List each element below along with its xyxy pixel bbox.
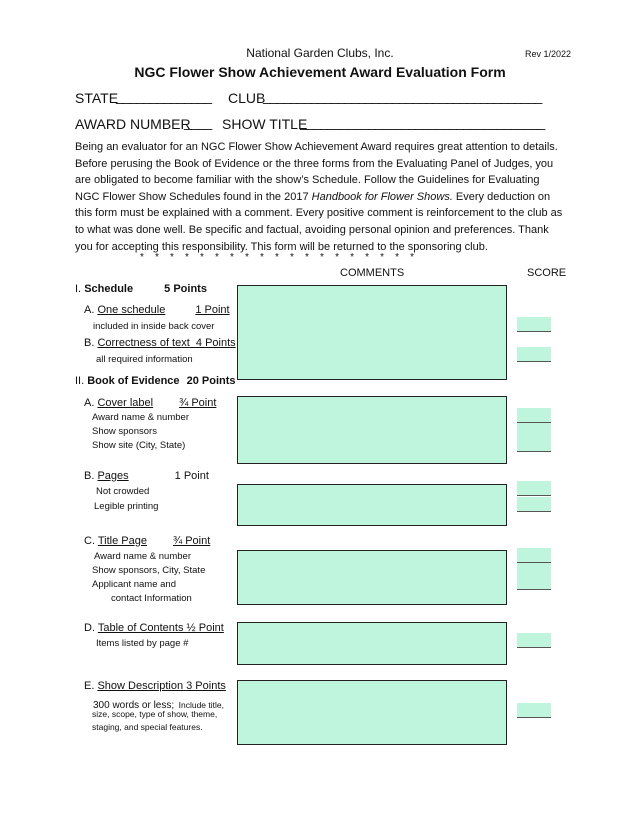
comment-box-title-page[interactable] [237,550,507,605]
section-points: 20 Points [186,375,236,387]
instructions-text-2: Every deduction on this form must be explained with a comment. Every positive comment is reinforcement to the club as to what was done well. Be specific and factual, avoiding personal opinion and preferences. Thank you for accepting this responsibility. This form will be returned to the sponsoring club. [75,190,563,253]
club-label: CLUB [228,90,266,106]
club-field[interactable]: _________________________________________ [263,88,542,104]
score-field-table-of-contents[interactable] [517,633,551,648]
item-title: Pages [97,470,129,482]
score-column-header: SCORE [527,267,567,279]
item-note: all required information [96,354,193,365]
item-note: Show sponsors, City, State [92,565,206,576]
handbook-title: Handbook for Flower Shows. [311,190,453,203]
item-letter: D. [84,622,95,634]
comment-box-schedule[interactable] [237,285,507,380]
item-points: ½ Point [186,622,224,634]
state-label: STATE [75,90,119,106]
item-note: Show site (City, State) [92,440,186,451]
comment-box-table-of-contents[interactable] [237,622,507,665]
form-title: NGC Flower Show Achievement Award Evaluation Form [134,64,506,80]
item-cover-label [84,397,216,409]
award-number-field[interactable]: ____ [184,114,212,130]
item-points: ¾ Point [172,535,211,547]
item-points: 4 Points [195,337,236,349]
item-title: One schedule [97,304,166,316]
item-correctness-of-text [84,337,236,349]
score-field-show-description[interactable] [517,703,551,718]
item-pages [84,470,209,482]
item-note: contact Information [111,593,192,604]
item-title: Show Description [97,680,184,692]
item-note: Award name & number [92,412,189,423]
comments-column-header: COMMENTS [340,267,405,279]
score-field-title-page-1[interactable] [517,548,551,563]
item-note: Award name & number [94,551,191,562]
item-title-page [84,535,210,547]
item-note: included in inside back cover [93,321,215,332]
item-show-description [84,680,226,692]
item-points: 3 Points [186,680,226,692]
item-letter: A. [84,304,95,316]
section-1-heading [75,283,207,295]
item-one-schedule [84,304,230,316]
section-2-heading [75,375,236,387]
section-number: II. [75,375,85,387]
item-points: 1 Point [174,470,209,482]
award-number-label: AWARD NUMBER [75,116,191,132]
score-field-pages-2[interactable] [517,497,551,512]
item-note: Applicant name and [92,579,176,590]
note-small: Include title, [178,700,224,710]
item-note: Items listed by page # [96,638,189,649]
section-title: Schedule [84,283,134,295]
section-points: 5 Points [164,283,207,295]
item-letter: A. [84,397,95,409]
comment-box-cover-label[interactable] [237,396,507,464]
score-field-cover-label-3[interactable] [517,437,551,452]
score-field-pages-1[interactable] [517,481,551,496]
item-letter: B. [84,470,95,482]
state-field[interactable]: ______________ [116,88,212,104]
score-field-cover-label-1[interactable] [517,408,551,423]
item-note: Legible printing [94,501,159,512]
organization-name: National Garden Clubs, Inc. [246,46,394,60]
note-main: 300 words or less; [93,700,175,711]
instructions-text-1: Being an evaluator for an NGC Flower Show Achievement Award requires great attention to details. Before perusing the Book of Evidence or the three forms from the Evaluating Panel of Judges, you are obligated to become familiar with the show’s Schedule. Follow the Guidelines for Evaluating NGC Flower Show Schedules found in the 2017 [75,141,558,203]
item-letter: C. [84,535,95,547]
revision-label: Rev 1/2022 [525,49,572,59]
score-field-one-schedule[interactable] [517,317,551,332]
item-points: ¾ Point [179,397,217,409]
item-letter: E. [84,680,95,692]
item-points: 1 Point [195,304,230,316]
item-title: Title Page [97,535,147,547]
item-title: Table of Contents [97,622,184,634]
item-note: Show sponsors [92,426,157,437]
score-field-correctness[interactable] [517,347,551,362]
comment-box-pages[interactable] [237,484,507,526]
star-divider: * * * * * * * * * * * * * * * * * * * [140,252,414,263]
section-number: I. [75,283,82,295]
section-title: Book of Evidence [87,375,180,387]
item-note: staging, and special features. [92,722,203,732]
item-table-of-contents [84,622,224,634]
instructions-paragraph [75,139,565,255]
item-note: Not crowded [96,486,150,497]
item-note: size, scope, type of show, theme, [92,709,218,719]
score-field-cover-label-2[interactable] [517,423,551,438]
comment-box-show-description[interactable] [237,680,507,745]
show-title-label: SHOW TITLE [222,116,308,132]
score-field-title-page-3[interactable] [517,575,551,590]
show-title-field[interactable]: ____________________________________ [300,114,545,130]
item-title: Cover label [97,397,154,409]
item-title: Correctness of text [97,337,190,349]
item-letter: B. [84,337,95,349]
